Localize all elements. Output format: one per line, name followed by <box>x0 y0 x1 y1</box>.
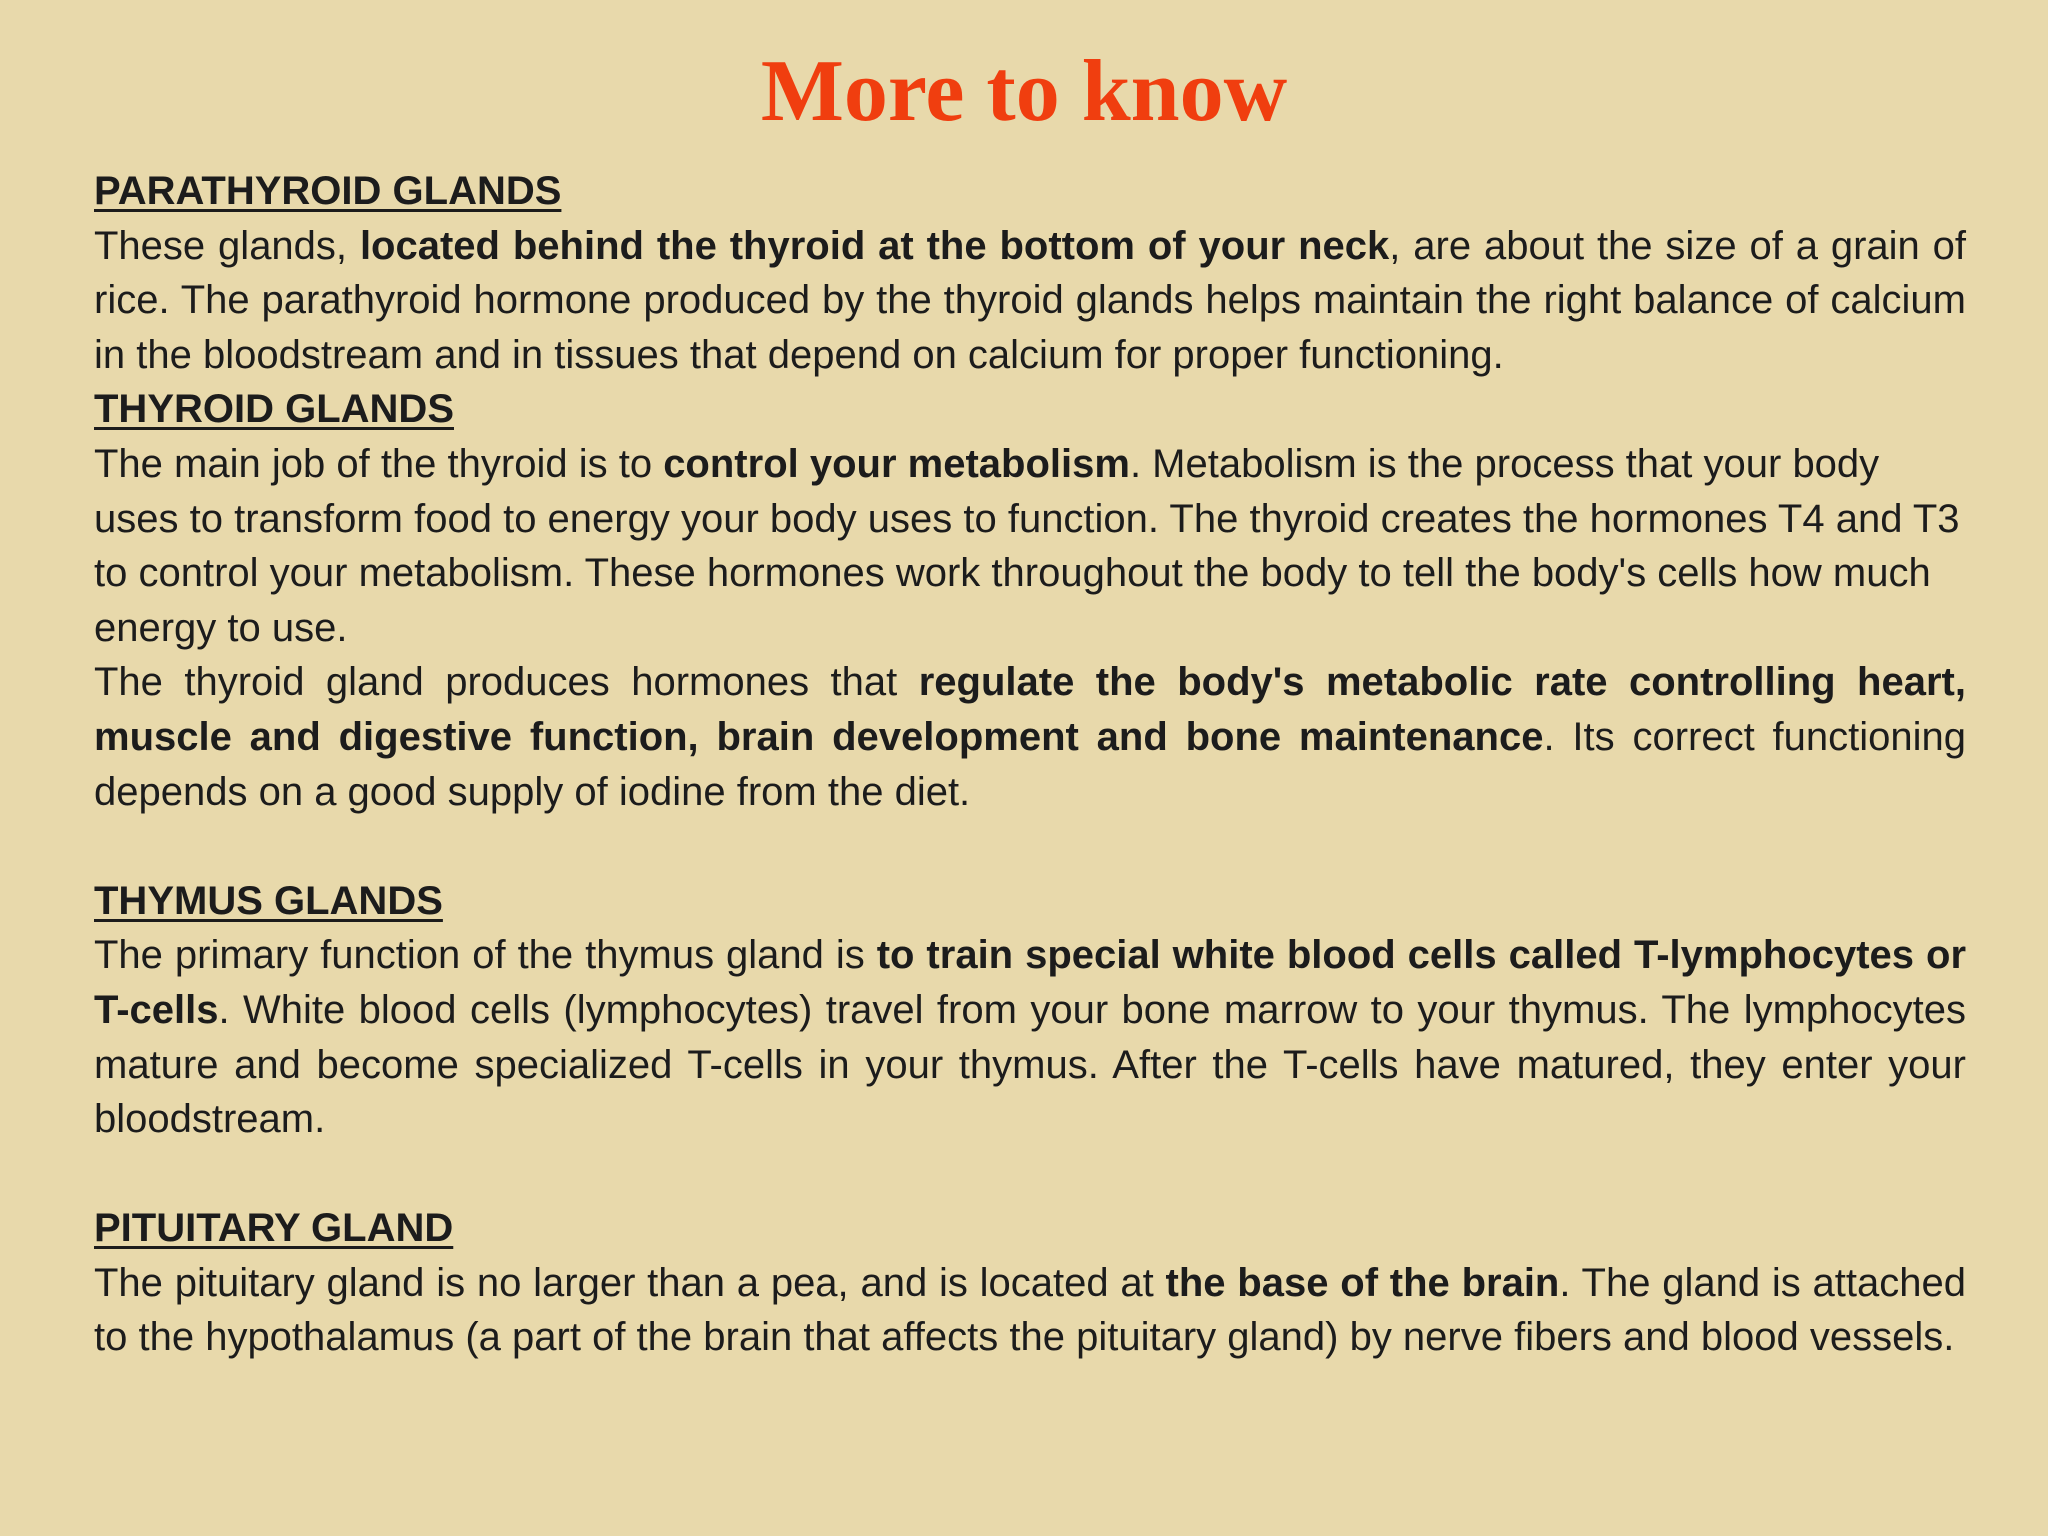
text-run: The thyroid gland produces hormones that <box>94 660 919 705</box>
bold-text-run: to train special white blood cells called T-lymphocytes or T-cells <box>94 933 1967 1032</box>
section-heading-parathyroid: PARATHYROID GLANDS <box>94 169 562 213</box>
text-run: These glands, <box>94 223 360 268</box>
parathyroid-paragraph <box>94 219 1966 383</box>
thymus-paragraph <box>94 928 1966 1146</box>
page-title: More to know <box>760 43 1288 140</box>
text-run: . Metabolism is the process that your body uses to transform food to energy your body uses to function. The thyroid creates the hormones T4 and T3 to control your metabolism. These hormones work throughout the body to tell the body's cells how much energy to use. <box>94 441 1960 650</box>
text-run: . The gland is attached to the hypothalamus (a part of the brain that affects the pituitary gland) by nerve fibers and blood vessels. <box>94 1260 1967 1360</box>
bold-text-run: regulate the body's metabolic rate controlling heart, muscle and digestive function, brain development and bone maintenance <box>94 660 1966 759</box>
bold-text-run: the base of the brain <box>1165 1260 1560 1305</box>
spacer <box>94 819 1966 874</box>
pituitary-paragraph <box>94 1256 1966 1365</box>
document-body <box>94 164 1966 1365</box>
thyroid-paragraph-2 <box>94 655 1966 819</box>
bold-text-run: located behind the thyroid at the bottom of your neck <box>359 223 1390 268</box>
text-run: . White blood cells (lymphocytes) travel from your bone marrow to your thymus. The lymphocytes mature and become specialized T-cells in your thymus. After the T-cells have matured, they enter your bloodstream. <box>94 987 1966 1142</box>
section-heading-thymus: THYMUS GLANDS <box>94 878 443 923</box>
thyroid-paragraph-1 <box>94 437 1966 655</box>
bold-text-run: control your metabolism <box>663 441 1130 486</box>
text-run: The main job of the thyroid is to <box>94 441 664 486</box>
text-run: . Its correct functioning depends on a good supply of iodine from the diet. <box>94 714 1966 814</box>
text-run: The primary function of the thymus gland is <box>94 933 877 978</box>
text-run: The pituitary gland is no larger than a pea, and is located at <box>94 1260 1166 1305</box>
section-heading-thyroid: THYROID GLANDS <box>94 387 454 432</box>
spacer <box>94 1147 1966 1202</box>
text-run: , are about the size of a grain of rice. The parathyroid hormone produced by the thyroid glands helps maintain the right balance of calcium in the bloodstream and in tissues that depend on calcium for proper functioning. <box>94 223 1967 377</box>
section-heading-pituitary: PITUITARY GLAND <box>94 1206 454 1251</box>
